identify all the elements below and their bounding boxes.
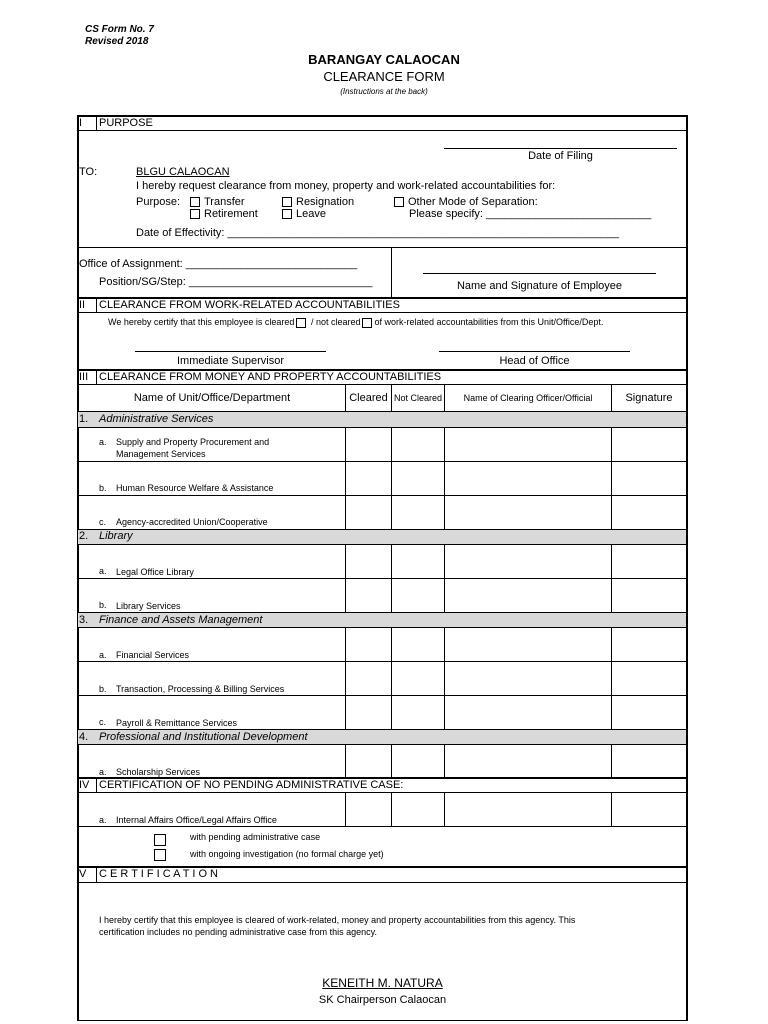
col-line	[444, 544, 445, 612]
col-cleared-header: Cleared	[349, 392, 388, 404]
item-label: Payroll & Remittance Services	[116, 718, 238, 728]
col-line	[611, 744, 612, 778]
row-line	[77, 461, 688, 462]
row-line	[77, 495, 688, 496]
item-label: Financial Services	[116, 650, 190, 660]
group-number: 3.	[79, 614, 89, 626]
sec2-number: II	[79, 299, 86, 311]
sec3-title: CLEARANCE FROM MONEY AND PROPERTY ACCOUNTABILITIES	[99, 371, 442, 383]
row-line	[77, 627, 688, 628]
office-assignment-field[interactable]: Office of Assignment: ____________________________	[79, 258, 358, 270]
option-resignation[interactable]: Resignation	[282, 196, 354, 208]
group-title: Library	[99, 530, 133, 542]
sec5-title: C E R T I F I C A T I O N	[99, 868, 218, 880]
col-line	[391, 544, 392, 612]
sec4-divider	[96, 777, 97, 792]
item-label: Legal Office Library	[116, 567, 194, 577]
col-line	[345, 427, 346, 529]
certification-line-1: I hereby certify that this employee is cleared of work-related, money and property accountabilities from this agency. This	[99, 915, 576, 925]
signatory-position: SK Chairperson Calaocan	[318, 994, 447, 1006]
group-title: Finance and Assets Management	[99, 614, 263, 626]
option-leave[interactable]: Leave	[282, 208, 326, 220]
sec1-divider	[96, 115, 97, 130]
row-line	[77, 612, 688, 613]
item-label: Transaction, Processing & Billing Services	[116, 684, 285, 694]
pending-case-checkbox[interactable]	[154, 834, 166, 846]
group-number: 4.	[79, 731, 89, 743]
form-border-top	[77, 115, 688, 117]
col-line	[391, 384, 392, 411]
sec4-title: CERTIFICATION OF NO PENDING ADMINISTRATIVE CASE:	[99, 779, 404, 791]
col-unit-header: Name of Unit/Office/Department	[133, 392, 291, 404]
sec2-divider	[96, 297, 97, 312]
row-line	[77, 695, 688, 696]
item-label: Library Services	[116, 601, 181, 611]
sec2-title: CLEARANCE FROM WORK-RELATED ACCOUNTABILITIES	[99, 299, 400, 311]
group-title: Administrative Services	[99, 413, 214, 425]
item-label: Scholarship Services	[116, 767, 201, 777]
col-line	[444, 744, 445, 778]
sec1-number: I	[79, 117, 83, 129]
item-letter: c.	[99, 717, 107, 727]
col-line	[444, 792, 445, 826]
date-filing-line[interactable]	[444, 148, 677, 149]
supervisor-label: Immediate Supervisor	[177, 355, 284, 367]
sec5-title-line	[77, 882, 688, 883]
col-line	[611, 792, 612, 826]
col-line	[611, 544, 612, 612]
row-line	[77, 544, 688, 545]
col-line	[611, 384, 612, 411]
item-letter: a.	[99, 815, 107, 825]
form-border-right	[686, 115, 688, 1021]
option-other[interactable]: Other Mode of Separation:	[394, 196, 538, 208]
please-specify-field[interactable]: Please specify: ___________________________	[409, 208, 652, 220]
group-title: Professional and Institutional Development	[99, 731, 308, 743]
employee-signature-line[interactable]	[423, 273, 656, 274]
row-line	[77, 826, 688, 827]
row-line	[77, 529, 688, 530]
form-subtitle: CLEARANCE FORM	[323, 69, 445, 84]
form-revision: Revised 2018	[85, 36, 149, 47]
request-text: I hereby request clearance from money, property and work-related accountabilities for:	[136, 180, 556, 192]
checkbox-icon	[282, 209, 292, 219]
item-label: Agency-accredited Union/Cooperative	[116, 517, 268, 527]
checkbox-icon	[282, 197, 292, 207]
pending-case-label: with pending administrative case	[190, 832, 321, 842]
name-signature-label: Name and Signature of Employee	[456, 280, 623, 292]
col-line	[391, 792, 392, 826]
item-letter: a.	[99, 767, 107, 777]
col-line	[611, 427, 612, 529]
item-letter: b.	[99, 483, 107, 493]
col-signature-header: Signature	[625, 392, 673, 404]
checkbox-icon	[190, 197, 200, 207]
item-label: Supply and Property Procurement and	[116, 437, 270, 447]
col-line	[345, 544, 346, 612]
col-not-cleared-header: Not Cleared	[393, 393, 443, 403]
col-line	[444, 384, 445, 411]
item-label: Internal Affairs Office/Legal Affairs Office	[116, 815, 277, 825]
cleared-checkbox[interactable]	[296, 318, 306, 328]
ongoing-investigation-label: with ongoing investigation (no formal charge yet)	[190, 849, 384, 859]
item-letter: c.	[99, 517, 107, 527]
instructions-note: (Instructions at the back)	[340, 87, 428, 96]
purpose-label: Purpose:	[136, 196, 181, 208]
option-transfer[interactable]: Transfer	[190, 196, 245, 208]
item-letter: a.	[99, 566, 107, 576]
item-letter: a.	[99, 437, 107, 447]
sec3-title-line	[77, 384, 688, 385]
head-signature-line[interactable]	[439, 351, 630, 352]
certification-line-2: certification includes no pending administrative case from this agency.	[99, 927, 377, 937]
sec1-vdivider	[391, 247, 392, 297]
date-of-filing-label: Date of Filing	[528, 150, 593, 162]
work-certify-text: We hereby certify that this employee is cleared / not cleared of work-related accountabilities from this Unit/Office/Dept.	[108, 317, 604, 327]
not-cleared-checkbox[interactable]	[362, 318, 372, 328]
form-title: BARANGAY CALAOCAN	[308, 52, 460, 67]
item-label: Management Services	[116, 449, 206, 459]
checkbox-icon	[394, 197, 404, 207]
option-retirement[interactable]: Retirement	[190, 208, 258, 220]
row-line	[77, 729, 688, 730]
col-line	[345, 384, 346, 411]
item-label: Human Resource Welfare & Assistance	[116, 483, 274, 493]
col-line	[444, 427, 445, 529]
row-line	[77, 427, 688, 428]
head-label: Head of Office	[499, 355, 570, 367]
form-number: CS Form No. 7	[85, 24, 154, 35]
row-line	[77, 411, 688, 412]
sec5-number: V	[79, 868, 87, 880]
item-letter: b.	[99, 684, 107, 694]
sec5-divider	[96, 866, 97, 882]
group-band	[78, 530, 686, 544]
date-effectivity-field[interactable]: Date of Effectivity: ________________________________________________________________	[136, 227, 620, 239]
sec3-number: III	[79, 371, 89, 383]
signatory-name: KENEITH M. NATURA	[322, 976, 443, 990]
col-officer-header: Name of Clearing Officer/Official	[463, 393, 593, 403]
row-line	[77, 744, 688, 745]
checkbox-icon	[190, 209, 200, 219]
form-border-bottom	[77, 1020, 688, 1021]
to-label: TO:	[79, 166, 98, 178]
group-number: 1.	[79, 413, 89, 425]
sec2-title-line	[77, 312, 688, 313]
sec1-divider-2	[77, 247, 688, 248]
col-line	[444, 627, 445, 729]
group-number: 2.	[79, 530, 89, 542]
position-field[interactable]: Position/SG/Step: ______________________________	[99, 276, 373, 288]
supervisor-signature-line[interactable]	[135, 351, 326, 352]
col-line	[345, 792, 346, 826]
col-line	[391, 627, 392, 729]
col-line	[345, 627, 346, 729]
sec4-number: IV	[79, 779, 90, 791]
item-letter: b.	[99, 600, 107, 610]
row-line	[77, 578, 688, 579]
sec1-title: PURPOSE	[99, 117, 153, 129]
ongoing-investigation-checkbox[interactable]	[154, 849, 166, 861]
form-border-left	[77, 115, 79, 1021]
sec1-title-line	[77, 130, 688, 131]
to-value: BLGU CALAOCAN	[136, 166, 230, 178]
row-line	[77, 661, 688, 662]
sec3-divider	[96, 369, 97, 384]
col-line	[611, 627, 612, 729]
item-letter: a.	[99, 650, 107, 660]
col-line	[391, 744, 392, 778]
sec4-title-line	[77, 792, 688, 793]
col-line	[391, 427, 392, 529]
col-line	[345, 744, 346, 778]
